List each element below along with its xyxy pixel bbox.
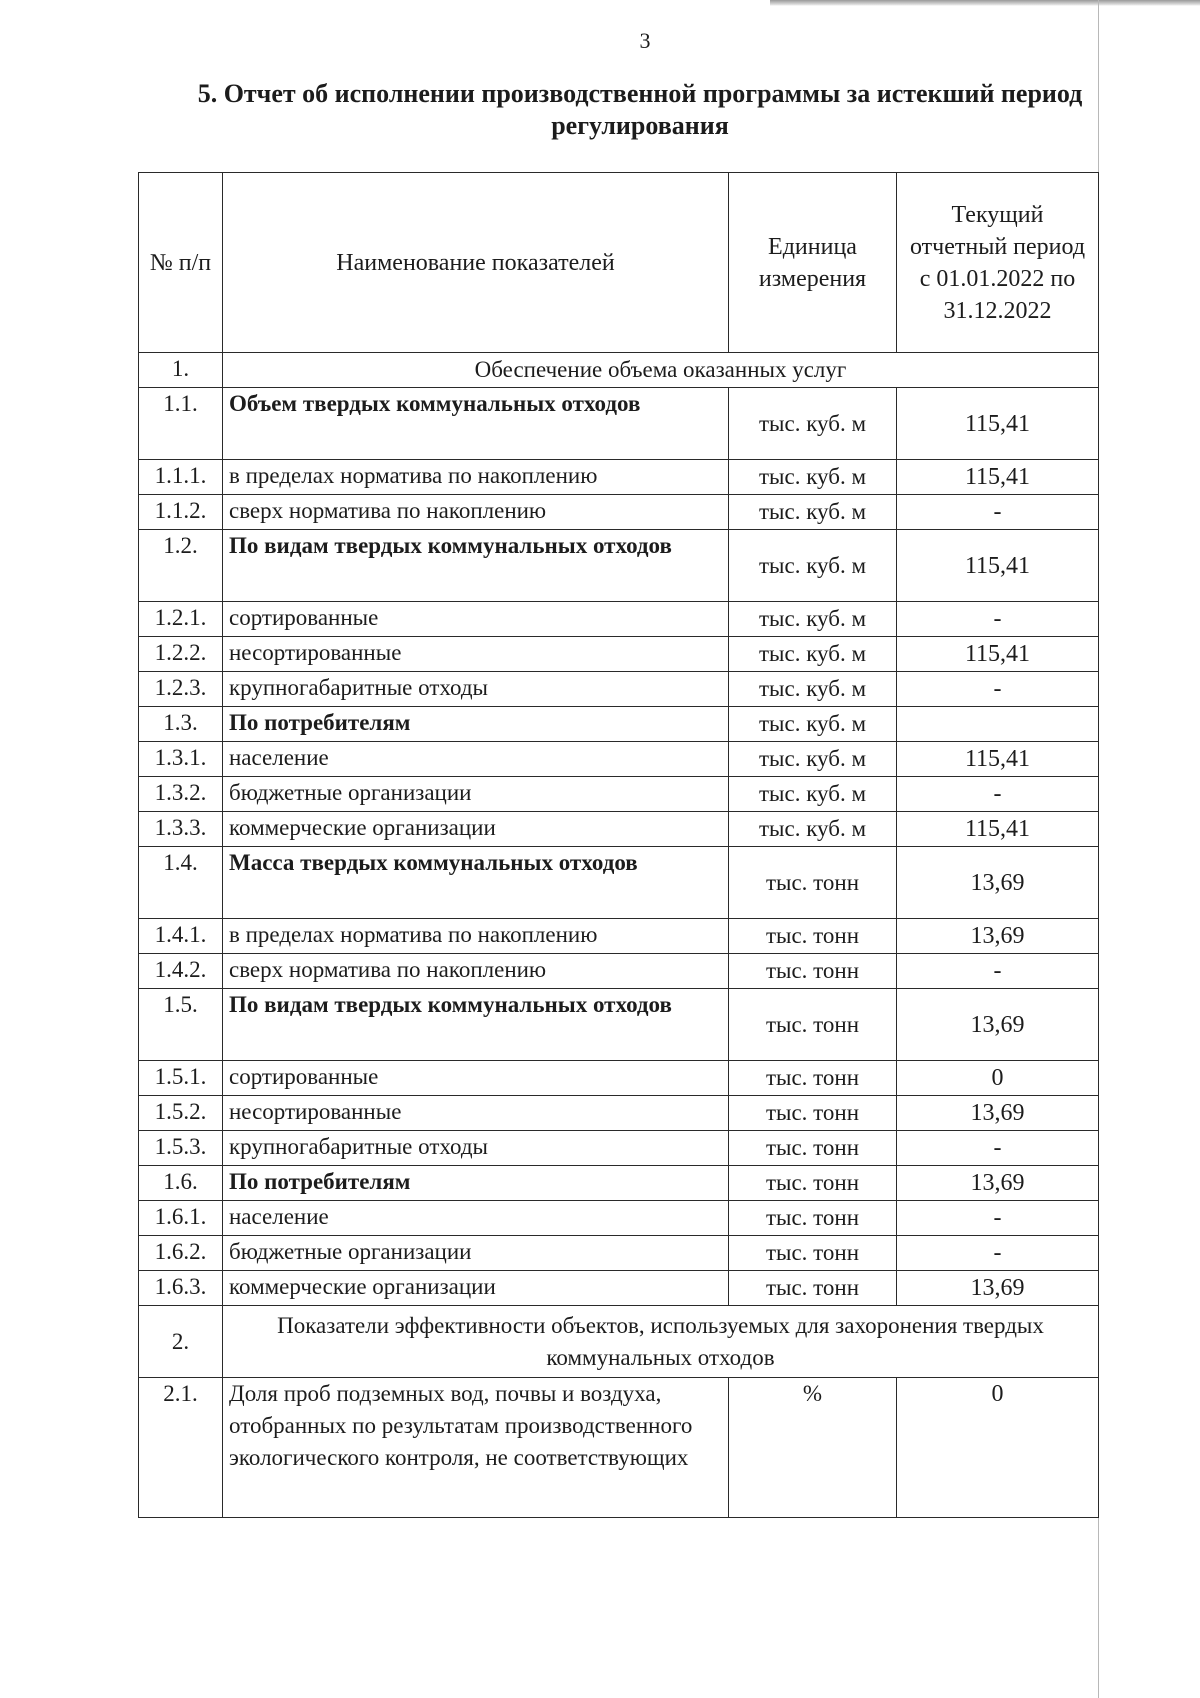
row-indicator-name: население [223, 1201, 729, 1236]
row-value: 13,69 [897, 1271, 1099, 1306]
table-row [139, 1236, 1099, 1271]
row-value: 115,41 [897, 812, 1099, 847]
row-unit: тыс. куб. м [729, 777, 897, 812]
table-row [139, 1271, 1099, 1306]
table-row [139, 495, 1099, 530]
row-number: 1.6.3. [139, 1271, 223, 1306]
table-row [139, 530, 1099, 602]
page-number: 3 [639, 28, 651, 53]
row-indicator-name: бюджетные организации [223, 777, 729, 812]
row-number: 1.1.1. [139, 460, 223, 495]
table-row [139, 954, 1099, 989]
row-number: 1.4.1. [139, 919, 223, 954]
row-indicator-name: крупногабаритные отходы [223, 1131, 729, 1166]
table-row [139, 1201, 1099, 1236]
table-row [139, 672, 1099, 707]
row-indicator-name: сортированные [223, 602, 729, 637]
row-unit: тыс. тонн [729, 1271, 897, 1306]
row-unit: тыс. тонн [729, 954, 897, 989]
row-value: 115,41 [897, 530, 1099, 602]
row-unit: тыс. куб. м [729, 672, 897, 707]
row-number: 1.4. [139, 847, 223, 919]
row-number: 1.5.2. [139, 1096, 223, 1131]
row-number: 1.4.2. [139, 954, 223, 989]
row-unit: тыс. куб. м [729, 707, 897, 742]
row-unit: тыс. куб. м [729, 637, 897, 672]
row-value: 115,41 [897, 460, 1099, 495]
header-number: № п/п [139, 173, 223, 353]
row-value: 0 [897, 1061, 1099, 1096]
table-row [139, 1131, 1099, 1166]
row-unit: тыс. тонн [729, 1201, 897, 1236]
row-unit: тыс. тонн [729, 1131, 897, 1166]
row-value: - [897, 1131, 1099, 1166]
row-indicator-name: По потребителям [223, 1166, 729, 1201]
row-number: 1.6. [139, 1166, 223, 1201]
row-unit: тыс. тонн [729, 1166, 897, 1201]
table-row [139, 1096, 1099, 1131]
row-unit: тыс. тонн [729, 1061, 897, 1096]
section-number: 1. [139, 353, 223, 388]
table-row [139, 602, 1099, 637]
row-indicator-name: население [223, 742, 729, 777]
row-value: 115,41 [897, 637, 1099, 672]
row-indicator-name: По потребителям [223, 707, 729, 742]
row-unit: тыс. куб. м [729, 495, 897, 530]
section-heading-line-2: регулирования [551, 111, 729, 140]
table-row [139, 1166, 1099, 1201]
row-indicator-name: Объем твердых коммунальных отходов [223, 388, 729, 460]
row-number: 1.2.2. [139, 637, 223, 672]
header-unit: Единица измерения [729, 173, 897, 353]
table-row [139, 812, 1099, 847]
row-number: 1.5. [139, 989, 223, 1061]
row-number: 1.3.2. [139, 777, 223, 812]
section-heading [150, 78, 1130, 142]
table-row [139, 989, 1099, 1061]
row-value: 0 [897, 1378, 1099, 1518]
row-value: - [897, 777, 1099, 812]
row-value: - [897, 602, 1099, 637]
scan-edge-shadow [770, 0, 1200, 6]
row-number: 1.2. [139, 530, 223, 602]
row-value: 115,41 [897, 388, 1099, 460]
row-number: 1.1.2. [139, 495, 223, 530]
table-header-row [139, 173, 1099, 353]
row-value [897, 707, 1099, 742]
row-indicator-name: в пределах норматива по накоплению [223, 919, 729, 954]
section-row [139, 353, 1099, 388]
row-value: - [897, 1236, 1099, 1271]
row-unit: тыс. тонн [729, 919, 897, 954]
row-indicator-name: По видам твердых коммунальных отходов [223, 530, 729, 602]
row-unit: % [729, 1378, 897, 1518]
row-unit: тыс. куб. м [729, 742, 897, 777]
row-indicator-name: По видам твердых коммунальных отходов [223, 989, 729, 1061]
row-unit: тыс. куб. м [729, 460, 897, 495]
table-row [139, 742, 1099, 777]
row-value: - [897, 495, 1099, 530]
row-value: - [897, 672, 1099, 707]
row-indicator-name: в пределах норматива по накоплению [223, 460, 729, 495]
header-reporting-period: Текущий отчетный период с 01.01.2022 по 31.12.2022 [897, 173, 1099, 353]
row-indicator-name: сверх норматива по накоплению [223, 954, 729, 989]
row-indicator-name: несортированные [223, 637, 729, 672]
row-number: 1.2.3. [139, 672, 223, 707]
row-value: 13,69 [897, 1096, 1099, 1131]
row-number: 1.2.1. [139, 602, 223, 637]
row-indicator-name: коммерческие организации [223, 812, 729, 847]
row-value: - [897, 1201, 1099, 1236]
table-row [139, 388, 1099, 460]
table-row [139, 460, 1099, 495]
row-value: 115,41 [897, 742, 1099, 777]
row-indicator-name: несортированные [223, 1096, 729, 1131]
row-number: 1.1. [139, 388, 223, 460]
row-indicator-name: бюджетные организации [223, 1236, 729, 1271]
row-number: 1.6.2. [139, 1236, 223, 1271]
row-indicator-name: крупногабаритные отходы [223, 672, 729, 707]
row-number: 2.1. [139, 1378, 223, 1518]
row-value: 13,69 [897, 847, 1099, 919]
section-title: Обеспечение объема оказанных услуг [223, 353, 1099, 388]
row-indicator-name: Масса твердых коммунальных отходов [223, 847, 729, 919]
row-indicator-name: коммерческие организации [223, 1271, 729, 1306]
table-row [139, 637, 1099, 672]
row-indicator-name: Доля проб подземных вод, почвы и воздуха, отобранных по результатам производственного экологического контроля, не соответствующих [223, 1378, 729, 1518]
table-row [139, 777, 1099, 812]
section-row [139, 1306, 1099, 1378]
row-number: 1.3. [139, 707, 223, 742]
table-row [139, 1061, 1099, 1096]
row-unit: тыс. тонн [729, 989, 897, 1061]
production-program-report-table [138, 172, 1099, 1518]
row-unit: тыс. тонн [729, 1096, 897, 1131]
row-unit: тыс. куб. м [729, 602, 897, 637]
table-row [139, 847, 1099, 919]
row-unit: тыс. куб. м [729, 812, 897, 847]
row-indicator-name: сверх норматива по накоплению [223, 495, 729, 530]
row-unit: тыс. тонн [729, 1236, 897, 1271]
row-value: 13,69 [897, 989, 1099, 1061]
row-number: 1.6.1. [139, 1201, 223, 1236]
row-number: 1.5.1. [139, 1061, 223, 1096]
row-unit: тыс. куб. м [729, 388, 897, 460]
table-row [139, 1378, 1099, 1518]
table-row [139, 707, 1099, 742]
row-number: 1.3.3. [139, 812, 223, 847]
section-number: 2. [139, 1306, 223, 1378]
header-indicator-name: Наименование показателей [223, 173, 729, 353]
row-number: 1.3.1. [139, 742, 223, 777]
row-number: 1.5.3. [139, 1131, 223, 1166]
section-title: Показатели эффективности объектов, используемых для захоронения твердых коммунальных отходов [223, 1306, 1099, 1378]
row-value: 13,69 [897, 919, 1099, 954]
row-unit: тыс. куб. м [729, 530, 897, 602]
section-heading-line-1: 5. Отчет об исполнении производственной программы за истекший период [197, 79, 1083, 108]
row-value: 13,69 [897, 1166, 1099, 1201]
row-indicator-name: сортированные [223, 1061, 729, 1096]
table-row [139, 919, 1099, 954]
row-value: - [897, 954, 1099, 989]
row-unit: тыс. тонн [729, 847, 897, 919]
